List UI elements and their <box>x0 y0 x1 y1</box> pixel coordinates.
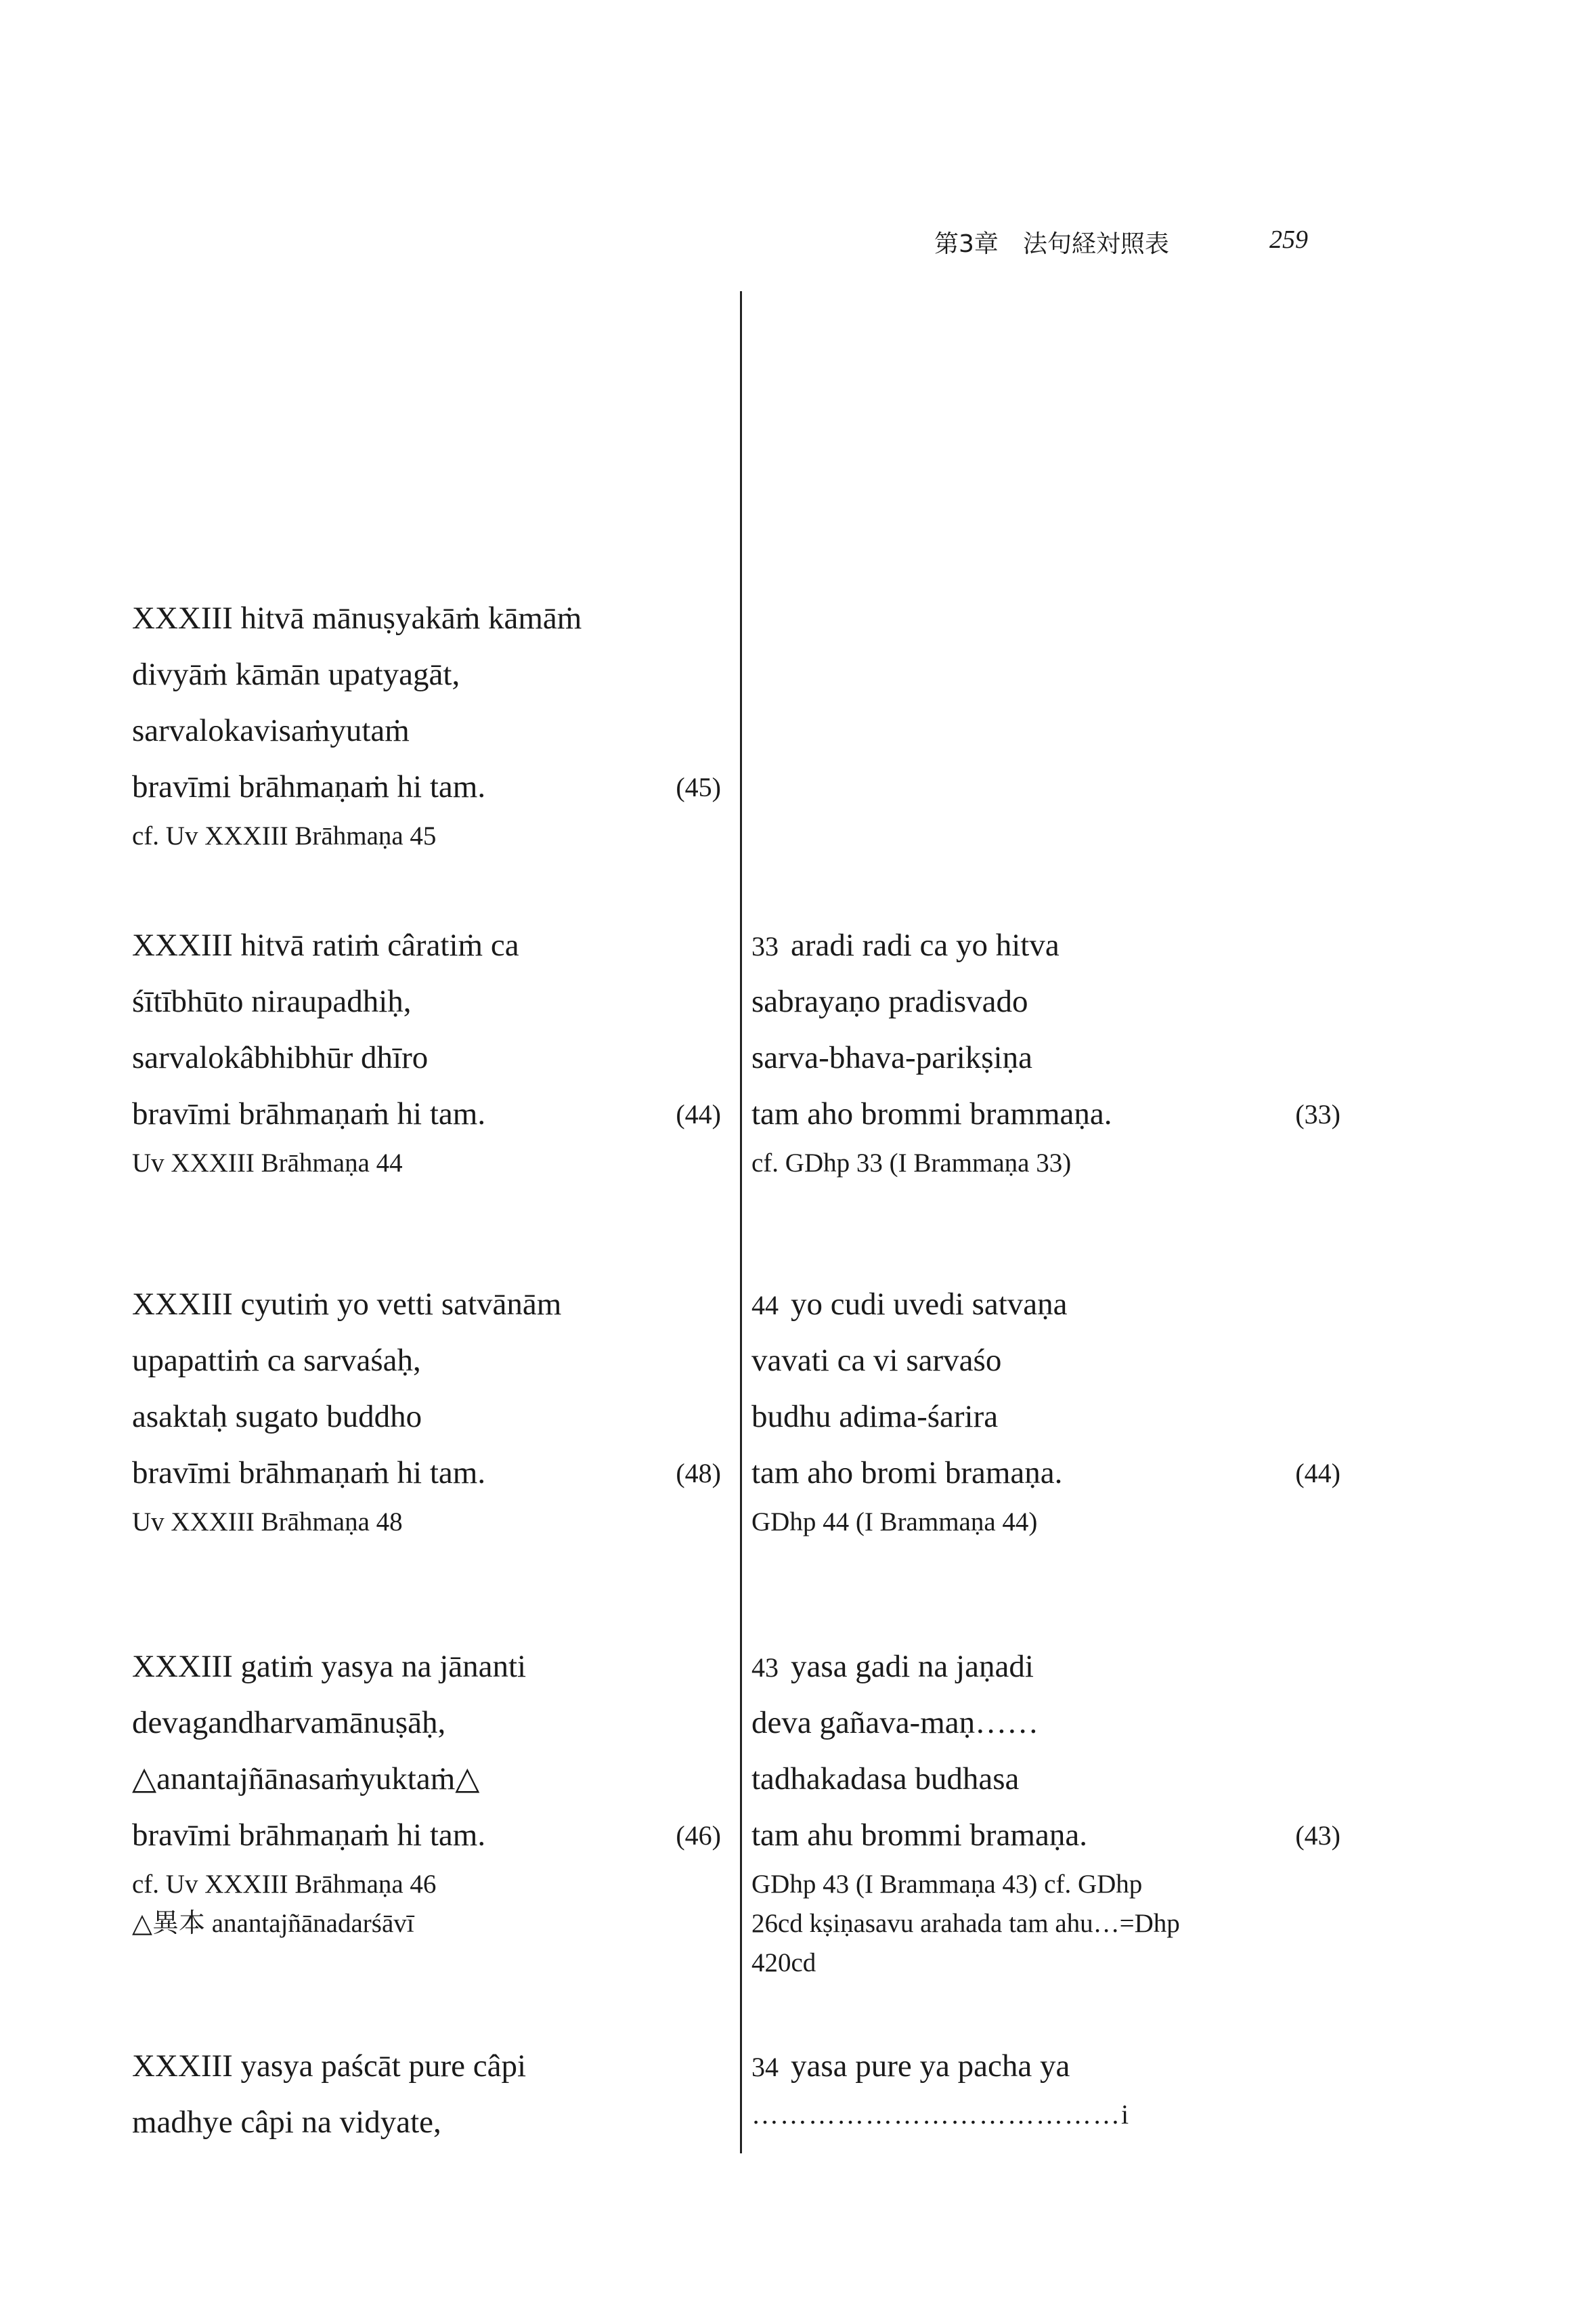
line-number: 33 <box>751 931 779 962</box>
verse-text: yasa gadi na jaṇadi <box>791 1649 1034 1684</box>
verse-line: upapattiṁ ca sarvaśaḥ, <box>132 1343 421 1378</box>
reference: 26cd kṣiṇasavu arahada tam ahu…=Dhp <box>751 1909 1180 1938</box>
verse-line-last <box>132 1445 721 1501</box>
verse-line-last <box>751 1807 1340 1864</box>
verse-line: tadhakadasa budhasa <box>751 1761 1020 1796</box>
verse-line: sabrayaṇo pradisvado <box>751 984 1028 1019</box>
verse-text: tam ahu brommi bramaṇa. <box>751 1817 1087 1853</box>
verse-line: sarvalokavisaṁyutaṁ <box>132 713 410 748</box>
verse-text: bravīmi brāhmaṇaṁ hi tam. <box>132 769 486 804</box>
verse-line: XXXIII gatiṁ yasya na jānanti <box>132 1649 527 1684</box>
left-entry-4 <box>132 1639 721 1943</box>
verse-line <box>751 1639 1340 1695</box>
verse-text: bravīmi brāhmaṇaṁ hi tam. <box>132 1817 486 1853</box>
reference: 420cd <box>751 1948 816 1977</box>
verse-line: XXXIII cyutiṁ yo vetti satvānām <box>132 1287 562 1322</box>
right-entry-4 <box>751 1639 1340 1983</box>
verse-number: (33) <box>1295 1099 1340 1129</box>
right-entry-5 <box>751 2038 1340 2151</box>
verse-number: (45) <box>676 772 721 802</box>
verse-text: tam aho brommi brammaṇa. <box>751 1096 1112 1132</box>
verse-line-last <box>751 1086 1340 1142</box>
chapter-title: 第3章 法句経対照表 <box>934 230 1169 258</box>
verse-text: yo cudi uvedi satvaṇa <box>791 1287 1068 1322</box>
verse-number: (48) <box>676 1458 721 1488</box>
page-header <box>934 218 1313 265</box>
verse-line <box>751 918 1340 974</box>
verse-line: devagandharvamānuṣāḥ, <box>132 1705 446 1740</box>
verse-line-last <box>751 1445 1340 1501</box>
line-number: 34 <box>751 2052 779 2082</box>
left-entry-2 <box>132 918 721 1183</box>
verse-line: asaktaḥ sugato buddho <box>132 1399 422 1434</box>
verse-text: aradi radi ca yo hitva <box>791 928 1060 963</box>
verse-number: (46) <box>676 1820 721 1851</box>
verse-number: (43) <box>1295 1820 1340 1851</box>
left-entry-1 <box>132 590 721 856</box>
verse-line: śītībhūto niraupadhiḥ, <box>132 984 412 1019</box>
verse-text: bravīmi brāhmaṇaṁ hi tam. <box>132 1096 486 1132</box>
verse-number: (44) <box>1295 1458 1340 1488</box>
verse-line-last <box>132 1086 721 1142</box>
line-number: 43 <box>751 1652 779 1683</box>
verse-number: (44) <box>676 1099 721 1129</box>
reference: Uv XXXIII Brāhmaṇa 44 <box>132 1148 403 1178</box>
verse-line-last <box>132 759 721 815</box>
verse-text: yasa pure ya pacha ya <box>791 2048 1070 2084</box>
left-entry-5 <box>132 2038 721 2151</box>
verse-text: bravīmi brāhmaṇaṁ hi tam. <box>132 1455 486 1490</box>
verse-line <box>751 2038 1340 2094</box>
right-entry-2 <box>751 918 1340 1183</box>
verse-line: XXXIII hitvā mānuṣyakāṁ kāmāṁ <box>132 601 582 636</box>
verse-line: sarva-bhava-parikṣiṇa <box>751 1040 1032 1075</box>
verse-line: divyāṁ kāmān upatyagāt, <box>132 657 460 692</box>
verse-line: madhye câpi na vidyate, <box>132 2105 441 2140</box>
column-divider <box>740 291 742 2153</box>
verse-line: XXXIII yasya paścāt pure câpi <box>132 2048 527 2084</box>
verse-line: deva gañava-maṇ…… <box>751 1705 1039 1740</box>
page-number: 259 <box>1269 225 1308 254</box>
reference: GDhp 44 (I Brammaṇa 44) <box>751 1507 1038 1536</box>
verse-line: budhu adima-śarira <box>751 1399 999 1434</box>
verse-line <box>751 1276 1340 1333</box>
reference: △異本 anantajñānadarśāvī <box>132 1909 414 1938</box>
left-entry-3 <box>132 1276 721 1542</box>
reference: Uv XXXIII Brāhmaṇa 48 <box>132 1507 403 1536</box>
reference: cf. Uv XXXIII Brāhmaṇa 46 <box>132 1870 437 1899</box>
right-entry-3 <box>751 1276 1340 1542</box>
reference: cf. Uv XXXIII Brāhmaṇa 45 <box>132 821 437 851</box>
verse-line: sarvalokâbhibhūr dhīro <box>132 1040 429 1075</box>
line-number: 44 <box>751 1290 779 1320</box>
reference: GDhp 43 (I Brammaṇa 43) cf. GDhp <box>751 1870 1143 1899</box>
verse-line: XXXIII hitvā ratiṁ câratiṁ ca <box>132 928 519 963</box>
verse-text: tam aho bromi bramaṇa. <box>751 1455 1063 1490</box>
reference: cf. GDhp 33 (I Brammaṇa 33) <box>751 1148 1072 1178</box>
lacuna-line: …………………………………i <box>751 2099 1131 2130</box>
verse-line: vavati ca vi sarvaśo <box>751 1343 1002 1378</box>
verse-line: △anantajñānasaṁyuktaṁ△ <box>132 1761 480 1796</box>
verse-line-last <box>132 1807 721 1864</box>
